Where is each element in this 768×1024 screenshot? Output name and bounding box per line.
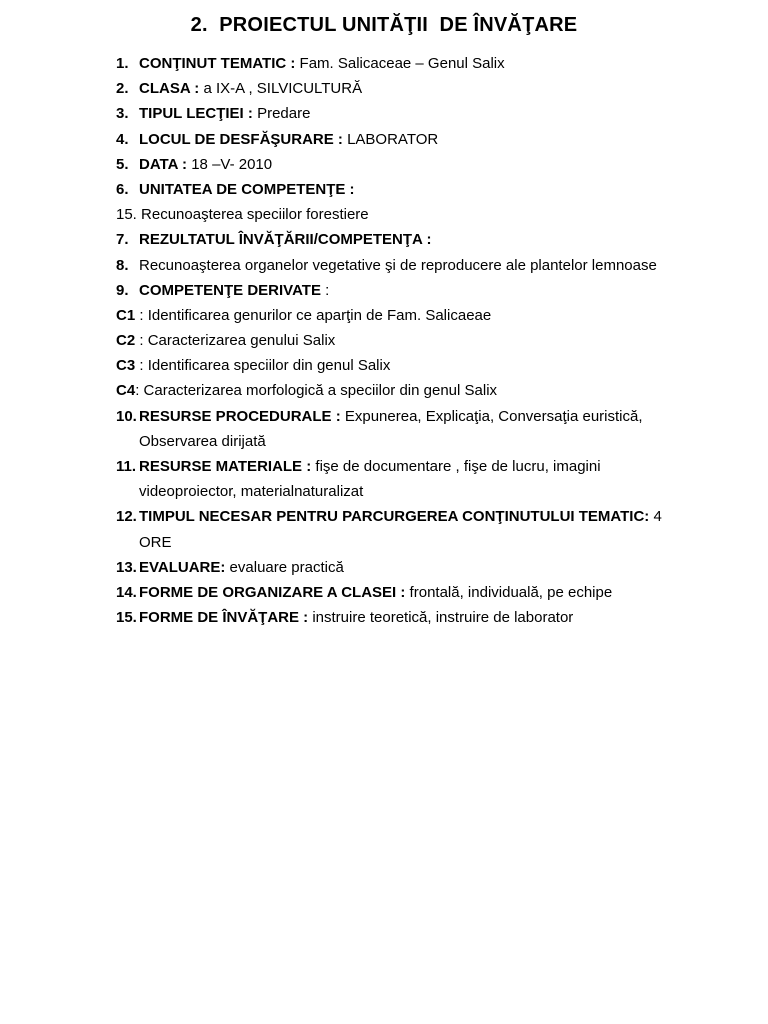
- numbered-item: [116, 558, 716, 583]
- continuation-text: videoproiector, materialnaturalizat: [139, 483, 364, 501]
- competence-text: : Identificarea speciilor din genul Salix: [135, 357, 391, 375]
- item-label: EVALUARE:: [139, 558, 226, 576]
- item-label: CLASA :: [139, 80, 200, 98]
- numbered-item: [116, 130, 716, 155]
- numbered-item: [116, 583, 716, 608]
- lesson-plan-list: [116, 54, 716, 633]
- item-number: 11.: [116, 458, 137, 475]
- item-value: instruire teoretică, instruire de laborator: [308, 609, 574, 627]
- numbered-item: [116, 507, 716, 532]
- item-label: DATA :: [139, 155, 188, 173]
- item-number: 14.: [116, 583, 137, 601]
- item-label: UNITATEA DE COMPETENŢE :: [139, 180, 355, 198]
- numbered-item: [116, 281, 716, 306]
- item-number: 9.: [116, 281, 129, 299]
- item-number: 15.: [116, 609, 137, 627]
- item-value: Recunoaşterea organelor vegetative şi de reproducere ale plantelor lemnoase: [139, 256, 657, 274]
- continuation-line: [116, 533, 716, 558]
- competence-code: C1: [116, 306, 136, 324]
- numbered-item: [116, 54, 716, 79]
- numbered-item: [116, 79, 716, 104]
- competence-unit-line: [116, 205, 716, 230]
- item-value: a IX-A , SILVICULTURĂ: [199, 80, 363, 98]
- continuation-line: [116, 482, 716, 507]
- competence-code: C4: [116, 382, 136, 400]
- item-number: 5.: [116, 155, 129, 173]
- item-label: REZULTATUL ÎNVĂŢĂRII/COMPETENŢA :: [139, 231, 432, 249]
- competence-text: : Identificarea genurilor ce aparţin de Fam. Salicaeae: [135, 306, 492, 324]
- item-number: 6.: [116, 180, 129, 198]
- item-value: :: [320, 281, 330, 299]
- item-label: COMPETENŢE DERIVATE: [139, 281, 321, 299]
- derived-competence-item: [116, 331, 716, 356]
- item-label: RESURSE MATERIALE :: [139, 458, 312, 475]
- derived-competence-item: [116, 306, 716, 331]
- item-value: 4: [649, 508, 662, 526]
- line-text: 15. Recunoaşterea speciilor forestiere: [116, 206, 369, 224]
- item-value: frontală, individuală, pe echipe: [405, 583, 613, 601]
- competence-text: : Caracterizarea genului Salix: [135, 332, 336, 350]
- item-label: RESURSE PROCEDURALE :: [139, 407, 341, 425]
- item-label: TIMPUL NECESAR PENTRU PARCURGEREA CONŢINUTULUI TEMATIC:: [139, 508, 650, 526]
- item-number: 13.: [116, 558, 137, 576]
- item-number: 1.: [116, 55, 129, 72]
- item-number: 3.: [116, 105, 129, 123]
- item-number: 8.: [116, 256, 129, 274]
- item-number: 4.: [116, 130, 129, 148]
- item-number: 7.: [116, 231, 129, 249]
- item-label: CONŢINUT TEMATIC :: [139, 55, 296, 72]
- derived-competence-item: [116, 381, 716, 406]
- numbered-item: [116, 407, 716, 432]
- competence-text: : Caracterizarea morfologică a speciilor din genul Salix: [135, 382, 498, 400]
- numbered-item: [116, 608, 716, 633]
- continuation-text: ORE: [139, 533, 172, 551]
- competence-code: C3: [116, 357, 136, 375]
- item-value: 18 –V- 2010: [187, 155, 273, 173]
- item-label: FORME DE ÎNVĂŢARE :: [139, 609, 309, 627]
- numbered-item: [116, 155, 716, 180]
- item-value: LABORATOR: [342, 130, 439, 148]
- item-number: 10.: [116, 407, 137, 425]
- item-label: TIPUL LECŢIEI :: [139, 105, 253, 123]
- competence-code: C2: [116, 332, 136, 350]
- numbered-item: [116, 457, 716, 482]
- page-title: 2. PROIECTUL UNITĂŢII DE ÎNVĂŢARE: [190, 14, 578, 36]
- item-label: LOCUL DE DESFĂŞURARE :: [139, 130, 343, 148]
- item-value: fişe de documentare , fişe de lucru, imagini: [311, 458, 601, 475]
- continuation-text: Observarea dirijată: [139, 432, 266, 450]
- continuation-line: [116, 432, 716, 457]
- item-value: Expunerea, Explicaţia, Conversaţia euristică,: [340, 407, 643, 425]
- item-label: FORME DE ORGANIZARE A CLASEI :: [139, 583, 406, 601]
- numbered-item: [116, 256, 716, 281]
- item-number: 12.: [116, 508, 137, 526]
- item-number: 2.: [116, 80, 129, 98]
- item-value: evaluare practică: [225, 558, 344, 576]
- numbered-item: [116, 230, 716, 255]
- item-value: Predare: [252, 105, 311, 123]
- numbered-item: [116, 180, 716, 205]
- derived-competence-item: [116, 356, 716, 381]
- numbered-item: [116, 104, 716, 129]
- item-value: Fam. Salicaceae – Genul Salix: [295, 55, 505, 72]
